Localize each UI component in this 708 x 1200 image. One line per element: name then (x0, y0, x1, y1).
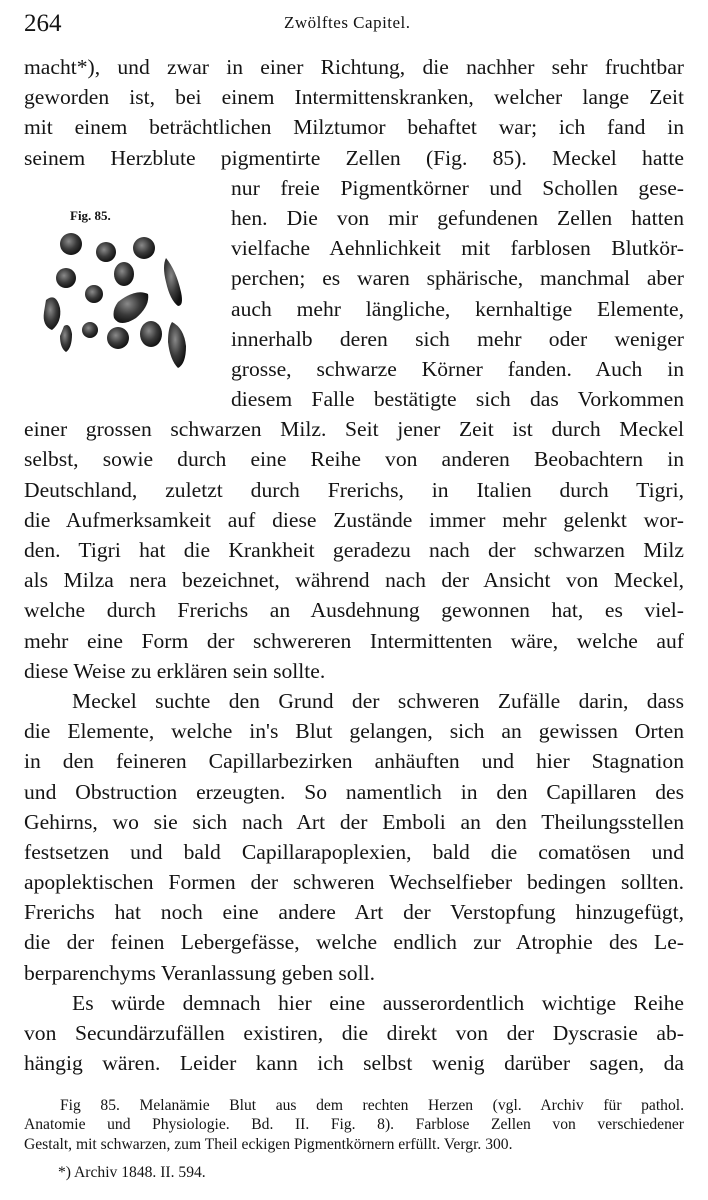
text-line: die der feinen Lebergefässe, welche endlich zur Atrophie des Le- (24, 930, 684, 955)
text-line: einer grossen schwarzen Milz. Seit jener Zeit ist durch Meckel (24, 417, 684, 442)
elongated-cell-icon (114, 292, 149, 323)
text-line: welche durch Frerichs an Ausdehnung gewonnen hat, es viel- (24, 598, 684, 623)
text-line: diese Weise zu erklären sein sollte. (24, 658, 326, 683)
cell-sphere-icon (96, 242, 116, 262)
figure-85 (26, 208, 206, 386)
text-line: von Secundärzufällen existiren, die direkt von der Dyscrasie ab- (24, 1021, 684, 1045)
figure-caption-line: Fig 85. Melanämie Blut aus dem rechten Herzen (vgl. Archiv für pathol. (60, 1097, 684, 1114)
pigmented-cells-illustration (26, 230, 206, 380)
text-line: Gehirns, wo sie sich nach Art der Emboli an den Theilungsstellen (24, 809, 684, 834)
text-line: geworden ist, bei einem Intermittenskranken, welcher lange Zeit (24, 85, 684, 110)
text-line: selbst, sowie durch eine Reihe von anderen Beobachtern in (24, 447, 684, 472)
text-line: den. Tigri hat die Krankheit geradezu nach der schwarzen Milz (24, 538, 684, 562)
figure-caption-line: Anatomie und Physiologie. Bd. II. Fig. 8). Farblose Zellen von verschiedener (24, 1116, 684, 1134)
text-line: innerhalb deren sich mehr oder weniger (231, 326, 684, 351)
cell-sphere-icon (56, 268, 76, 288)
text-line: seinem Herzblute pigmentirte Zellen (Fig. 85). Meckel hatte (24, 145, 684, 170)
text-line: und Obstruction erzeugten. So namentlich in den Capillaren des (24, 779, 684, 804)
text-line: Es würde demnach hier eine ausserordentlich wichtige Reihe (72, 990, 684, 1015)
figure-label: Fig. 85. (70, 208, 111, 223)
page-header (24, 10, 684, 40)
page-number: 264 (24, 10, 62, 37)
asterisk-footnote: *) Archiv 1848. II. 594. (58, 1164, 206, 1182)
text-line: die Elemente, welche in's Blut gelangen, sich an gewissen Orten (24, 719, 684, 744)
text-line: als Milza nera bezeichnet, während nach der Ansicht von Meckel, (24, 568, 684, 593)
cell-sphere-icon (140, 321, 162, 347)
text-line: mehr eine Form der schwereren Intermittenten wäre, welche auf (24, 628, 684, 653)
text-line: berparenchyms Veranlassung geben soll. (24, 960, 376, 985)
cell-sphere-icon (60, 233, 82, 255)
text-line: Deutschland, zuletzt durch Frerichs, in Italien durch Tigri, (24, 477, 684, 502)
text-line: grosse, schwarze Körner fanden. Auch in (231, 356, 684, 381)
text-line: Frerichs hat noch eine andere Art der Verstopfung hinzugefügt, (24, 900, 684, 925)
cell-sphere-icon (133, 237, 155, 259)
text-line: festsetzen und bald Capillarapoplexien, bald die comatösen und (24, 839, 684, 864)
cell-sphere-icon (114, 262, 134, 286)
text-line: macht*), und zwar in einer Richtung, die nachher sehr fruchtbar (24, 55, 684, 79)
text-line: mit einem beträchtlichen Milztumor behaftet war; ich fand in (24, 115, 684, 140)
text-line: vielfache Aehnlichkeit mit farblosen Blutkör- (231, 236, 684, 261)
elongated-cell-icon (164, 258, 182, 306)
cell-sphere-icon (82, 322, 98, 338)
text-line: diesem Falle bestätigte sich das Vorkommen (231, 387, 684, 412)
elongated-cell-icon (60, 325, 72, 352)
body-text (24, 52, 684, 1078)
elongated-cell-icon (44, 297, 61, 330)
cell-sphere-icon (85, 285, 103, 303)
running-title: Zwölftes Capitel. (284, 13, 411, 32)
footnotes (24, 1096, 684, 1182)
text-line: auch mehr längliche, kernhaltige Elemente, (231, 296, 684, 321)
text-line: hen. Die von mir gefundenen Zellen hatten (231, 205, 684, 230)
text-line: perchen; es waren sphärische, manchmal aber (231, 266, 684, 291)
text-line: nur freie Pigmentkörner und Schollen gese- (231, 175, 684, 200)
text-line: apoplektischen Formen der schweren Wechselfieber bedingen sollten. (24, 870, 684, 895)
elongated-cell-icon (168, 322, 186, 368)
figure-caption-line: Gestalt, mit schwarzen, zum Theil eckigen Pigmentkörnern erfüllt. Vergr. 300. (24, 1135, 513, 1153)
text-line: in den feineren Capillarbezirken anhäuften und hier Stagnation (24, 749, 684, 774)
cell-sphere-icon (107, 327, 129, 349)
text-line: die Aufmerksamkeit auf diese Zustände immer mehr gelenkt wor- (24, 507, 684, 532)
text-line: Meckel suchte den Grund der schweren Zufälle darin, dass (72, 688, 684, 713)
text-line: hängig wären. Leider kann ich selbst wenig darüber sagen, da (24, 1051, 684, 1076)
